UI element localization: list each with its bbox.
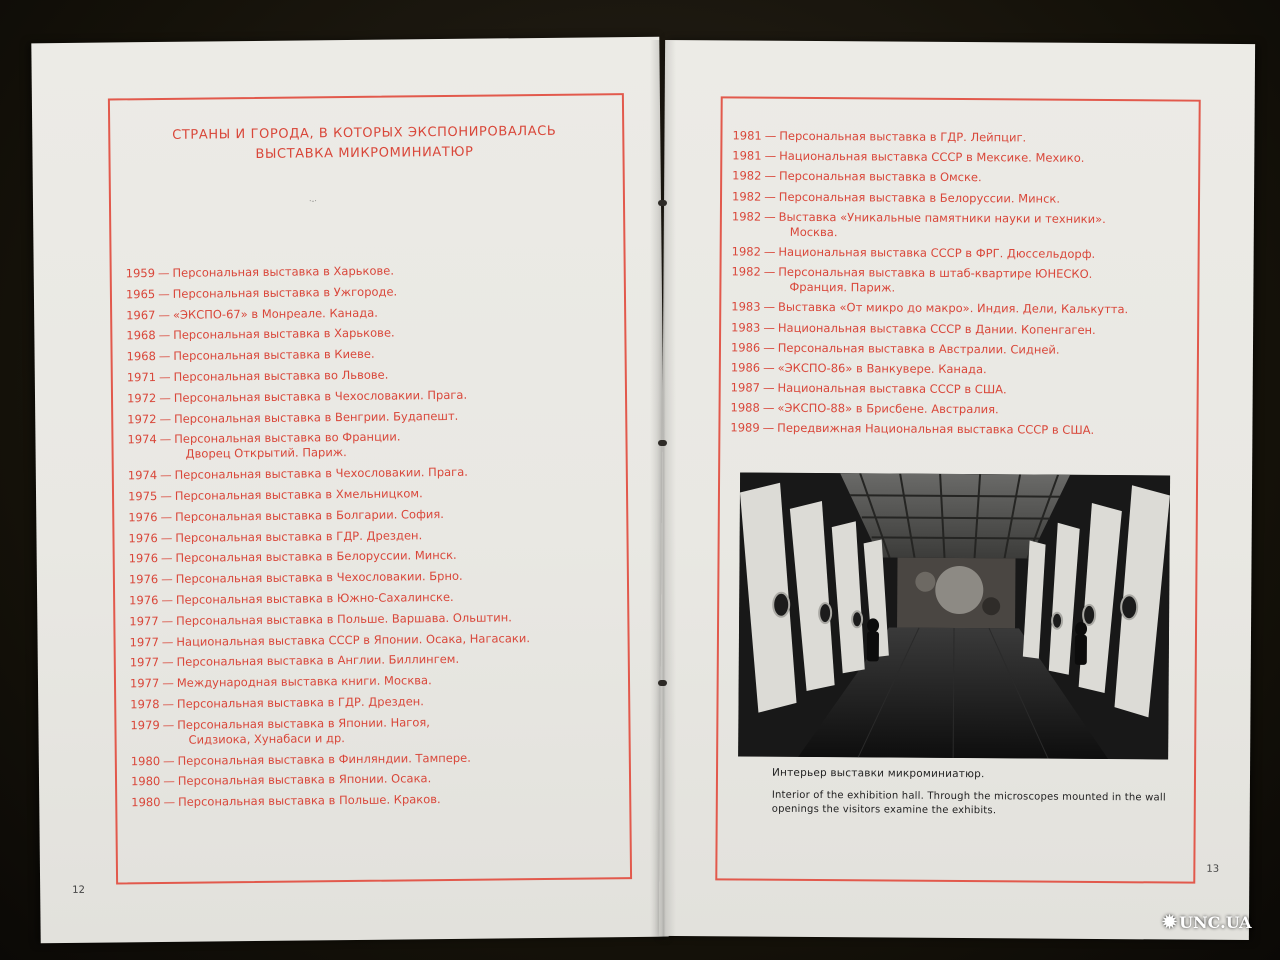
exhibition-hall-photo [738,472,1170,759]
entry-dash: — [159,390,171,405]
list-item [731,300,1181,318]
exhibition-list [126,261,602,816]
entry-text: Персональная выставка в Харькове. [173,325,395,343]
list-item [129,588,599,608]
entry-year: 1988 [730,400,760,415]
entry-text: Персональная выставка в Киеве. [173,346,375,364]
page-number: 12 [72,884,85,896]
entry-dash: — [764,169,777,184]
entry-text: Персональная выставка в Польше. Варшава. Ольштин. [176,610,512,628]
entry-year: 1978 [130,696,160,712]
entry-year: 1981 [732,128,762,143]
list-item [129,547,599,567]
entry-year: 1982 [732,168,762,184]
entry-year: 1972 [127,411,157,426]
entry-dash: — [764,128,777,143]
entry-dash: — [764,189,776,204]
list-item [129,568,599,588]
list-item [128,464,598,484]
entry-text: Международная выставка книги. Москва. [176,673,432,690]
entry-text: Персональная выставка в Чехословакии. Брно. [175,568,463,586]
list-item [127,428,597,463]
entry-dash: — [158,307,171,322]
photo-caption-russian: Интерьер выставки микроминиатюр. [771,766,985,781]
entry-text: Персональная выставка во Франции. [174,429,401,447]
list-item [130,651,600,671]
entry-continuation: Москва. [789,224,838,239]
entry-year: 1980 [130,774,161,789]
entry-dash: — [159,369,171,384]
list-item [127,386,597,406]
entry-year: 1976 [128,530,158,545]
entry-text: Персональная выставка в Венгрии. Будапешт. [173,408,459,426]
list-item [131,749,601,769]
list-item [128,505,598,525]
entry-dash: — [160,468,172,483]
binding-stitch [658,680,667,686]
list-item [731,380,1181,398]
entry-text: Национальная выставка СССР в Японии. Осака, Нагасаки. [176,630,531,649]
entry-text: Персональная выставка в ГДР. Лейпциг. [779,128,1027,145]
list-item [128,526,598,546]
list-item [130,672,600,692]
entry-year: 1977 [129,655,160,670]
entry-dash: — [157,265,170,280]
binding-stitch [658,440,667,446]
page-heading [128,121,600,166]
entry-dash: — [161,634,174,649]
entry-text: Выставка «Уникальные памятники науки и техники». [778,209,1106,226]
entry-year: 1976 [128,572,159,587]
entry-year: 1975 [127,488,158,504]
binding-stitch [658,200,667,206]
book-spine [650,40,676,940]
entry-year: 1959 [125,266,156,281]
entry-dash: — [161,572,173,587]
entry-dash: — [159,411,172,426]
entry-year: 1986 [730,340,761,355]
entry-text: Персональная выставка в Белоруссии. Минск. [175,548,457,566]
list-item [731,360,1181,378]
entry-text: Персональная выставка в Чехословакии. Прага. [174,464,468,483]
entry-dash: — [163,774,175,789]
entry-dash: — [763,244,776,259]
entry-dash: — [158,349,171,364]
entry-dash: — [162,696,175,711]
entry-year: 1965 [125,286,156,302]
entry-text: Передвижная Национальная выставка СССР в США. [777,421,1095,438]
entry-dash: — [162,655,174,670]
entry-dash: — [763,320,775,335]
entry-text: Персональная выставка в Японии. Осака. [177,771,432,789]
watermark-text: UNC.UA [1179,913,1252,932]
entry-year: 1980 [131,795,161,810]
entry-text: Персональная выставка в Австралии. Сидней. [777,340,1060,357]
entry-text: «ЭКСПО-86» в Ванкувере. Канада. [777,360,987,377]
list-item [131,770,601,790]
entry-year: 1977 [129,613,159,629]
photo-caption-english: Interior of the exhibition hall. Through the microscopes mounted in the wall openings the visitors examine the exhibits. [771,789,1166,817]
entry-text: Персональная выставка в Южно-Сахалинске. [175,589,454,607]
entry-year: 1968 [126,349,156,364]
page-number: 13 [1206,863,1220,875]
entry-dash: — [162,717,175,732]
star-icon: ✹ [1162,912,1178,933]
entry-dash: — [163,753,175,768]
entry-dash: — [159,432,172,447]
entry-year: 1982 [731,188,762,204]
entry-dash: — [161,592,173,607]
entry-dash: — [158,328,171,343]
entry-year: 1983 [731,319,761,335]
entry-dash: — [163,794,176,810]
entry-year: 1976 [128,509,158,525]
list-item [130,630,600,650]
list-item [129,609,599,629]
entry-text: Национальная выставка СССР в США. [777,380,1007,397]
entry-dash: — [764,209,776,224]
list-item [732,169,1182,187]
entry-text: «ЭКСПО-88» в Брисбене. Австралия. [777,400,999,417]
list-item [127,345,597,365]
entry-year: 1979 [130,717,160,733]
entry-dash: — [762,380,775,395]
entry-year: 1976 [128,551,159,566]
entry-text: Персональная выставка в Финляндии. Тампере. [177,750,471,768]
entry-text: Национальная выставка СССР в ФРГ. Дюссельдорф. [778,244,1096,261]
heading-line-2: ВЫСТАВКА МИКРОМИНИАТЮР [255,144,474,162]
entry-text: Персональная выставка в Хмельницком. [174,486,423,503]
entry-dash: — [161,613,174,628]
entry-year: 1977 [129,634,159,649]
right-page [659,40,1255,940]
left-page [31,37,668,944]
entry-year: 1982 [731,264,761,279]
exhibition-hall-illustration [738,472,1170,759]
entry-year: 1976 [129,592,159,608]
entry-continuation: Сидзиока, Хунабаси и др. [188,730,345,747]
list-item [731,265,1181,298]
list-item [732,244,1182,262]
entry-dash: — [763,340,775,355]
entry-text: Персональная выставка в Белоруссии. Минск. [778,189,1061,206]
entry-year: 1967 [126,307,156,322]
entry-year: 1981 [732,148,762,163]
entry-year: 1974 [127,432,157,447]
entry-text: Персональная выставка в ГДР. Дрезден. [175,527,423,545]
list-item [126,324,596,344]
entry-dash: — [762,421,775,436]
entry-text: Персональная выставка в Болгарии. София. [174,506,444,524]
list-item [128,484,598,504]
entry-year: 1986 [730,360,761,375]
entry-text: Выставка «От микро до макро». Индия. Дели, Калькутта. [778,300,1129,317]
list-item [732,149,1182,167]
print-mark: ·-· [308,196,318,206]
list-item [732,128,1182,146]
entry-text: Национальная выставка СССР в Мексике. Мехико. [779,148,1085,166]
entry-year: 1982 [731,244,761,259]
entry-year: 1972 [126,390,157,406]
entry-text: Персональная выставка в Японии. Нагоя, [177,714,430,732]
entry-text: Персональная выставка в Ужгороде. [172,284,398,301]
entry-year: 1971 [126,370,157,385]
entry-text: Персональная выставка во Львове. [173,367,389,384]
watermark-logo [1162,912,1272,942]
entry-dash: — [162,675,174,691]
entry-year: 1968 [126,328,156,343]
entry-dash: — [763,264,776,279]
list-item [731,401,1181,419]
entry-dash: — [160,488,172,503]
entry-year: 1987 [730,380,761,395]
list-item [732,189,1182,207]
list-item [731,320,1181,338]
entry-year: 1977 [129,676,160,691]
list-item [127,407,597,427]
entry-text: Персональная выставка в Харькове. [172,263,395,280]
entry-dash: — [762,400,775,415]
entry-text: Персональная выставка в Польше. Краков. [177,792,441,809]
entry-text: Персональная выставка в Омске. [778,169,982,185]
entry-dash: — [160,551,173,566]
entry-year: 1983 [731,299,761,314]
list-item [126,282,596,302]
entry-dash: — [763,360,775,375]
entry-continuation: Франция. Париж. [789,279,896,295]
entry-text: Персональная выставка в Англии. Биллингем. [176,652,460,670]
list-item [130,692,600,712]
list-item [731,340,1181,358]
entry-dash: — [763,299,776,315]
entry-dash: — [160,530,173,545]
entry-continuation: Дворец Открытий. Париж. [185,445,347,462]
entry-year: 1974 [127,468,158,483]
entry-text: Персональная выставка в штаб-квартире ЮНЕСКО. [778,264,1093,282]
list-item [131,791,601,811]
entry-dash: — [158,286,170,301]
entry-year: 1980 [130,753,161,768]
entry-text: «ЭКСПО-67» в Монреале. Канада. [172,305,378,322]
list-item [126,303,596,323]
entry-text: Персональная выставка в ГДР. Дрезден. [176,694,424,711]
entry-dash: — [764,148,777,163]
entry-dash: — [160,509,173,524]
heading-line-1: СТРАНЫ И ГОРОДА, В КОТОРЫХ ЭКСПОНИРОВАЛАСЬ [172,123,557,143]
entry-text: Национальная выставка СССР в Дании. Копенгаген. [777,320,1096,337]
exhibition-list [730,128,1182,444]
entry-year: 1982 [731,209,762,224]
entry-text: Персональная выставка в Чехословакии. Прага. [173,387,468,405]
list-item [127,365,597,385]
list-item [732,209,1182,242]
entry-year: 1989 [730,420,760,436]
list-item [730,421,1180,439]
list-item [130,713,600,748]
